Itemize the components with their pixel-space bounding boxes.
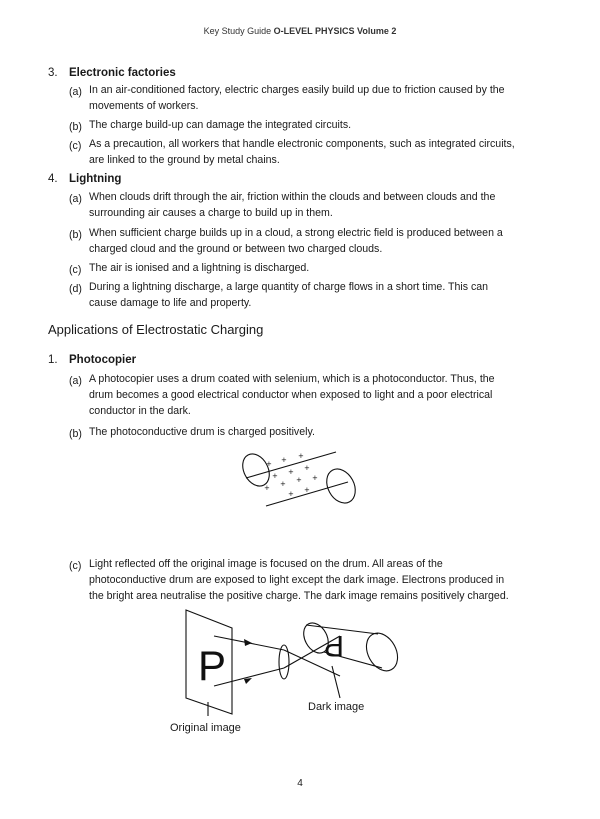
svg-text:+: + bbox=[281, 456, 287, 464]
arrow-head bbox=[244, 678, 252, 684]
pointer-line bbox=[332, 666, 340, 698]
section-title: Lightning bbox=[69, 173, 122, 185]
item-label: (a) bbox=[69, 86, 82, 98]
text-line: Light reflected off the original image is focused on the drum. All areas of the bbox=[89, 558, 443, 570]
item-label: (b) bbox=[69, 229, 82, 241]
positive-charges bbox=[264, 452, 318, 498]
text-line: surrounding air causes a charge to build up in them. bbox=[89, 207, 333, 219]
charged-drum-figure bbox=[236, 448, 366, 523]
page-number: 4 bbox=[297, 778, 303, 789]
text-line: photoconductive drum are exposed to light except the dark image. Electrons produced in bbox=[89, 574, 505, 586]
item-text bbox=[89, 556, 509, 604]
item-text bbox=[89, 371, 495, 419]
text-line: The air is ionised and a lightning is discharged. bbox=[89, 262, 310, 274]
text-line: the bright area neutralise the positive charge. The dark image remains positively charged. bbox=[89, 590, 509, 602]
original-letter: P bbox=[198, 642, 227, 689]
item-label: (a) bbox=[69, 193, 82, 205]
imaging-figure bbox=[170, 606, 430, 736]
drum-right-end bbox=[360, 628, 404, 676]
item-label: (a) bbox=[69, 375, 82, 387]
svg-text:+: + bbox=[304, 486, 310, 494]
text-line: conductor in the dark. bbox=[89, 405, 191, 417]
text-line: The photoconductive drum is charged positively. bbox=[89, 426, 315, 438]
svg-text:+: + bbox=[266, 460, 272, 468]
item-label: (c) bbox=[69, 560, 82, 572]
running-header bbox=[0, 26, 600, 36]
text-line: In an air-conditioned factory, electric charges easily build up due to friction caused by the bbox=[89, 84, 505, 96]
item-text bbox=[89, 225, 503, 257]
arrow-head bbox=[244, 639, 252, 646]
text-line: A photocopier uses a drum coated with selenium, which is a photoconductor. Thus, the bbox=[89, 373, 495, 385]
original-image-caption: Original image bbox=[170, 722, 241, 734]
dark-image-caption: Dark image bbox=[308, 701, 365, 713]
section-number: 4. bbox=[48, 173, 58, 185]
item-label: (c) bbox=[69, 140, 82, 152]
text-line: When sufficient charge builds up in a cloud, a strong electric field is produced between a bbox=[89, 227, 503, 239]
text-line: As a precaution, all workers that handle electronic components, such as integrated circuits, bbox=[89, 138, 515, 150]
text-line: charged cloud and the ground or between two charged clouds. bbox=[89, 243, 383, 255]
svg-text:+: + bbox=[280, 480, 286, 488]
item-label: (d) bbox=[69, 283, 82, 295]
section-title: Electronic factories bbox=[69, 67, 176, 79]
svg-text:+: + bbox=[304, 464, 310, 472]
drum-right-end bbox=[321, 464, 361, 508]
svg-text:+: + bbox=[288, 468, 294, 476]
text-line: drum becomes a good electrical conductor when exposed to light and a poor electrical bbox=[89, 389, 493, 401]
svg-text:+: + bbox=[264, 484, 270, 492]
item-text bbox=[89, 260, 309, 276]
item-text bbox=[89, 279, 488, 311]
drum-image-letter: P bbox=[323, 629, 344, 662]
item-text bbox=[89, 424, 315, 440]
svg-text:+: + bbox=[298, 452, 304, 460]
text-line: movements of workers. bbox=[89, 100, 199, 112]
svg-text:+: + bbox=[296, 476, 302, 484]
section-heading: Applications of Electrostatic Charging bbox=[48, 322, 264, 337]
text-line: are linked to the ground by metal chains. bbox=[89, 154, 280, 166]
item-label: (b) bbox=[69, 428, 82, 440]
text-line: When clouds drift through the air, friction within the clouds and between clouds and the bbox=[89, 191, 496, 203]
item-text bbox=[89, 136, 515, 168]
header-title: O-LEVEL PHYSICS Volume 2 bbox=[273, 26, 397, 36]
section-number: 1. bbox=[48, 354, 58, 366]
item-label: (b) bbox=[69, 121, 82, 133]
svg-text:+: + bbox=[288, 490, 294, 498]
item-text bbox=[89, 82, 505, 114]
svg-text:+: + bbox=[272, 472, 278, 480]
item-label: (c) bbox=[69, 264, 82, 276]
item-text bbox=[89, 189, 495, 221]
header-prefix: Key Study Guide bbox=[203, 26, 272, 36]
text-line: cause damage to life and property. bbox=[89, 297, 252, 309]
text-line: During a lightning discharge, a large quantity of charge flows in a short time. This can bbox=[89, 281, 489, 293]
section-title: Photocopier bbox=[69, 354, 137, 366]
item-text bbox=[89, 117, 351, 133]
svg-text:+: + bbox=[312, 474, 318, 482]
section-number: 3. bbox=[48, 67, 58, 79]
text-line: The charge build-up can damage the integrated circuits. bbox=[89, 119, 352, 131]
